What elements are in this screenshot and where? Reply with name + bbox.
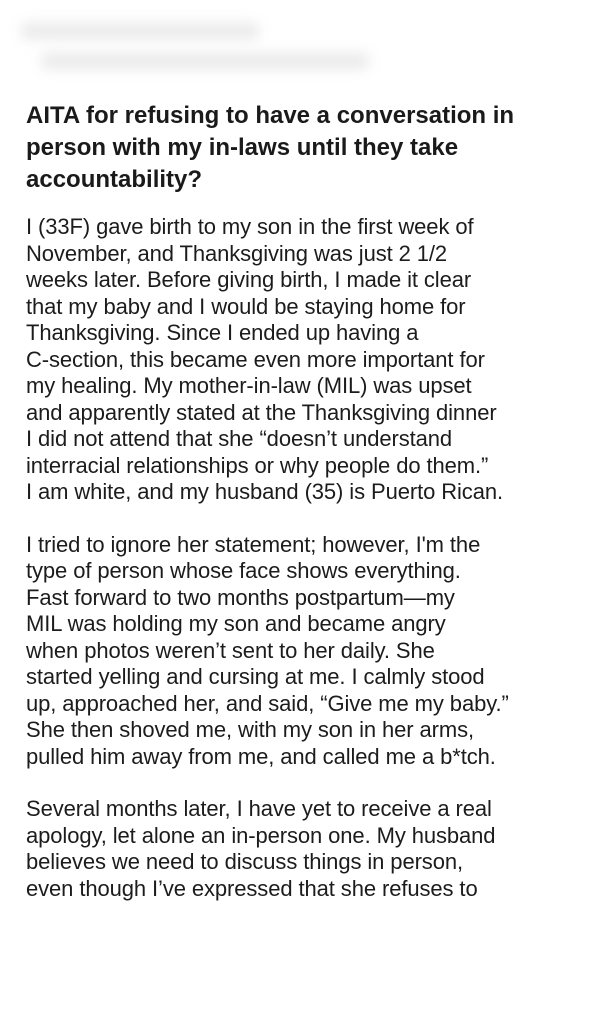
paragraph-line: up, approached her, and said, “Give me my baby.” [26, 690, 509, 716]
post-title-line: person with my in-laws until they take [26, 134, 459, 161]
paragraph-line: Thanksgiving. Since I ended up having a [26, 320, 419, 345]
paragraph-line: interracial relationships or why people do them.” [26, 452, 489, 478]
paragraph-line: that my baby and I would be staying home for [26, 293, 466, 319]
paragraph-line: type of person whose face shows everything. [26, 558, 461, 583]
paragraph-line: my healing. My mother-in-law (MIL) was upset [26, 373, 472, 398]
post-title [26, 100, 590, 196]
paragraph-line: I am white, and my husband (35) is Puerto Rican. [26, 479, 503, 504]
paragraph-line: I did not attend that she “doesn’t understand [26, 426, 453, 451]
paragraph-line: Several months later, I have yet to receive a real [26, 796, 492, 821]
post-paragraph-1 [26, 214, 590, 506]
paragraph-line: when photos weren’t sent to her daily. She [26, 637, 435, 663]
paragraph-line: MIL was holding my son and became angry [26, 611, 446, 636]
blurred-username [20, 22, 260, 40]
paragraph-line: I tried to ignore her statement; however, I'm the [26, 531, 481, 557]
paragraph-line: even though I’ve expressed that she refuses to [26, 875, 478, 901]
post [26, 100, 590, 928]
paragraph-line: November, and Thanksgiving was just 2 1/2 [26, 240, 448, 266]
paragraph-line: She then shoved me, with my son in her arms, [26, 717, 475, 742]
post-title-line: AITA for refusing to have a conversation in [26, 102, 515, 129]
paragraph-line: pulled him away from me, and called me a b*tch. [26, 743, 496, 769]
post-title-line: accountability? [26, 166, 203, 193]
post-body [26, 214, 590, 902]
blurred-header [20, 18, 380, 78]
paragraph-line: C-section, this became even more important for [26, 346, 485, 372]
post-paragraph-3 [26, 796, 590, 902]
paragraph-line: weeks later. Before giving birth, I made it clear [26, 267, 472, 292]
paragraph-line: Fast forward to two months postpartum—my [26, 584, 455, 610]
paragraph-line: and apparently stated at the Thanksgiving dinner [26, 399, 497, 425]
post-paragraph-2 [26, 532, 590, 771]
paragraph-line: I (33F) gave birth to my son in the first week of [26, 214, 474, 239]
blurred-subtitle [40, 52, 370, 70]
paragraph-line: apology, let alone an in-person one. My husband [26, 822, 496, 848]
paragraph-line: started yelling and cursing at me. I calmly stood [26, 664, 485, 689]
paragraph-line: believes we need to discuss things in person, [26, 849, 463, 874]
